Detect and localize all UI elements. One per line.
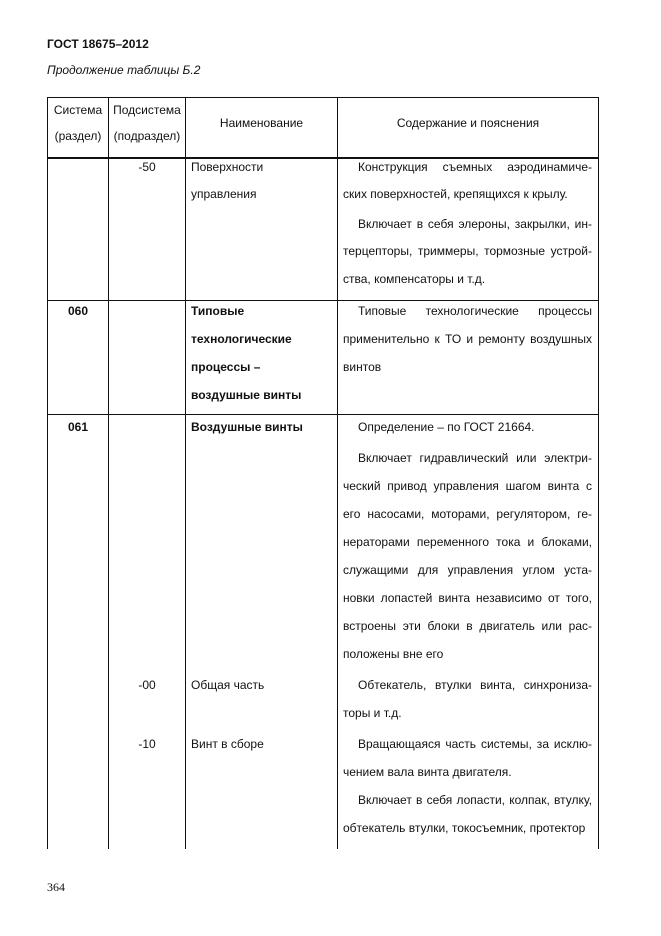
row-system-code: 060 <box>67 304 89 318</box>
table-border-top <box>47 97 599 98</box>
row-content-line: положены вне его <box>343 647 444 661</box>
row-subsystem-code: -50 <box>138 160 156 174</box>
row-name-line: воздушные винты <box>191 388 302 402</box>
row-content-line: винтов <box>343 360 382 374</box>
row-content-line: торы и т.д. <box>343 706 402 720</box>
row-name-line: Поверхности <box>191 160 264 174</box>
row-content-line: Включает гидравлический или электри- <box>358 451 592 465</box>
row-rule-061 <box>47 414 599 415</box>
row-name-line: Типовые <box>191 304 245 318</box>
header-content: Содержание и пояснения <box>396 116 540 130</box>
row-content-line: Конструкция съемных аэродинамиче- <box>358 160 592 174</box>
table-border-left <box>47 97 48 849</box>
header-name: Наименование <box>219 116 304 130</box>
row-content-line: его насосами, моторами, регулятором, ге- <box>343 507 592 521</box>
row-name-line: управления <box>191 187 257 201</box>
row-content-line: встроены эти блоки в двигатель или рас- <box>343 619 592 633</box>
table-divider-2 <box>185 97 186 849</box>
header-bottom-rule <box>47 157 599 159</box>
row-content-line: новки лопастей винта независимо от того, <box>343 591 592 605</box>
table-border-right <box>598 97 599 849</box>
header-system-line1: Система <box>53 103 103 117</box>
row-subsystem-code: -10 <box>138 737 156 751</box>
row-content-line: Включает в себя лопасти, колпак, втулку, <box>358 793 592 807</box>
row-name-line: технологические <box>191 332 292 346</box>
row-subsystem-code: -00 <box>138 678 156 692</box>
row-name-line: Общая часть <box>191 678 265 692</box>
row-content-line: Вращающаяся часть системы, за исклю- <box>358 737 592 751</box>
row-content-line: Включает в себя элероны, закрылки, ин- <box>358 217 592 231</box>
row-content-line: ческий привод управления шагом винта с <box>343 479 592 493</box>
row-system-code: 061 <box>67 420 89 434</box>
header-subsystem-line2: (подраздел) <box>113 129 181 143</box>
row-content-line: Обтекатель, втулки винта, синхрониза- <box>358 678 592 692</box>
header-subsystem-line1: Подсистема <box>113 103 181 117</box>
row-rule-060 <box>47 300 599 301</box>
row-content-line: Определение – по ГОСТ 21664. <box>358 420 535 434</box>
row-content-line: Типовые технологические процессы <box>358 304 592 318</box>
row-content-line: обтекатель втулки, токосъемник, протектор <box>343 821 586 835</box>
header-system-line2: (раздел) <box>54 129 102 143</box>
table-continuation-caption: Продолжение таблицы Б.2 <box>47 63 201 77</box>
row-content-line: ства, компенсаторы и т.д. <box>343 272 486 286</box>
row-content-line: служащими для управления углом уста- <box>343 563 592 577</box>
row-content-line: терцепторы, триммеры, тормозные устрой- <box>343 244 592 258</box>
row-content-line: нераторами переменного тока и блоками, <box>343 535 592 549</box>
row-name-line: Воздушные винты <box>191 420 303 434</box>
row-name-line: процессы – <box>191 360 261 374</box>
doc-code: ГОСТ 18675–2012 <box>47 37 149 51</box>
row-name-line: Винт в сборе <box>191 737 264 751</box>
page-number: 364 <box>47 880 65 894</box>
row-content-line: применительно к ТО и ремонту воздушных <box>343 332 592 346</box>
row-content-line: чением вала винта двигателя. <box>343 765 512 779</box>
table-divider-3 <box>337 97 338 849</box>
row-content-line: ских поверхностей, крепящихся к крылу. <box>343 187 568 201</box>
